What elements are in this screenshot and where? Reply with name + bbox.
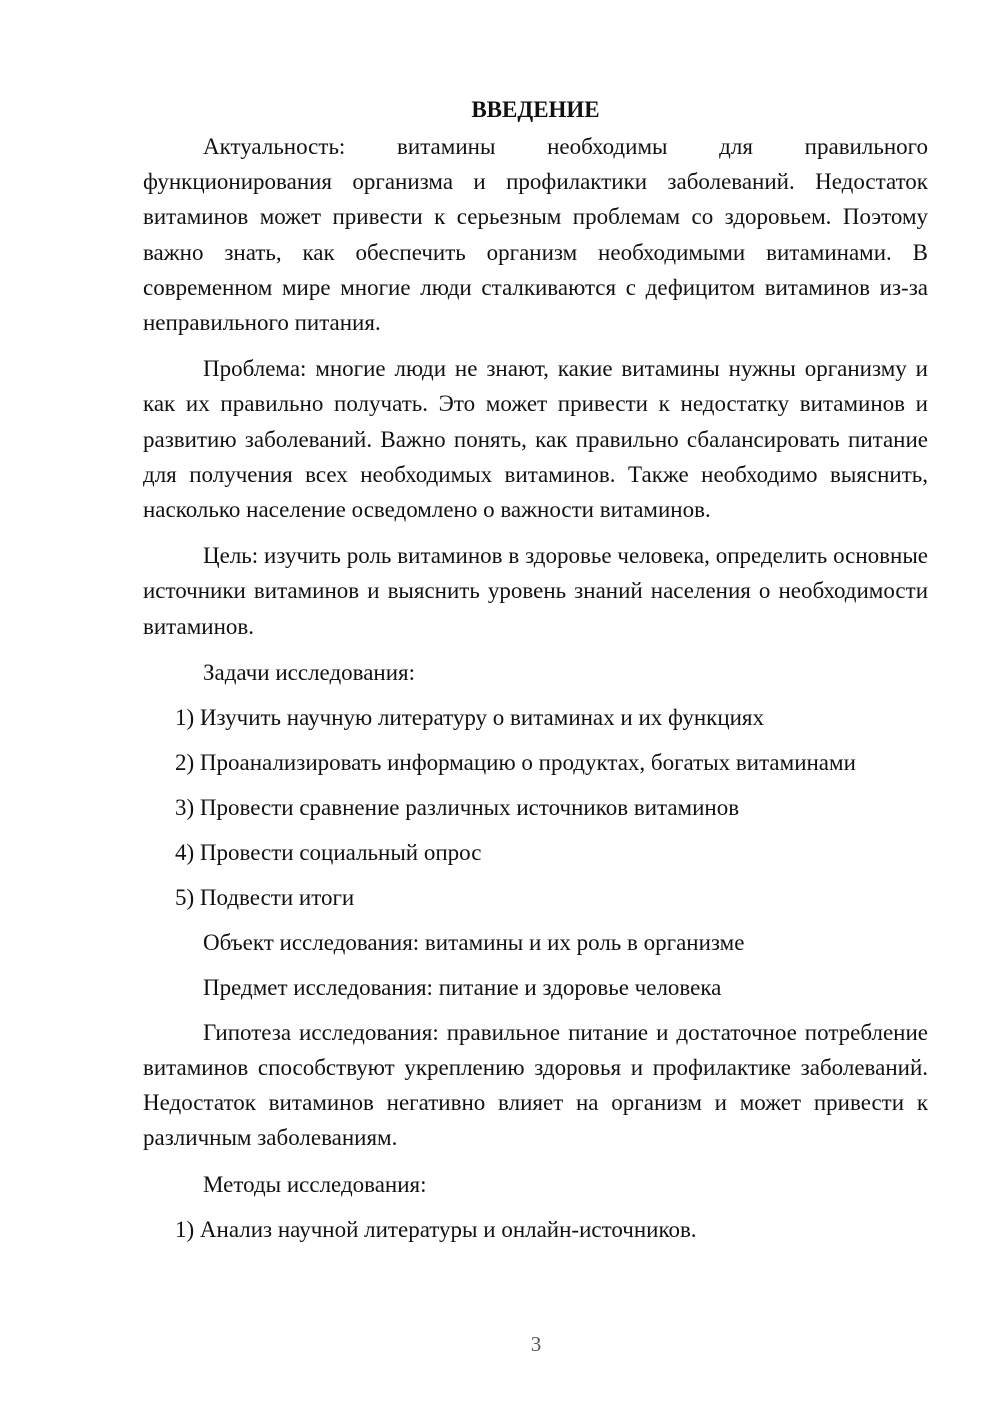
- task-item: 5) Подвести итоги: [175, 884, 355, 910]
- goal-paragraph: Цель: изучить роль витаминов в здоровье человека, определить основные источники витаминов и выяснить уровень знаний населения о необходимости витаминов.: [143, 543, 928, 639]
- relevance-paragraph: Актуальность: витамины необходимы для правильного функционирования организма и профилактики заболеваний. Недостаток витаминов может привести к серьезным проблемам со здоровьем. Поэтому важно знать, как обеспечить организм необходимыми витаминами. В современном мире многие люди сталкиваются с дефицитом витаминов из-за неправильного питания.: [143, 134, 928, 336]
- page-number: 3: [530, 1332, 542, 1356]
- research-object: Объект исследования: витамины и их роль в организме: [203, 929, 745, 955]
- task-item: 2) Проанализировать информацию о продуктах, богатых витаминами: [175, 749, 856, 775]
- task-item: 4) Провести социальный опрос: [175, 839, 482, 865]
- tasks-heading: Задачи исследования:: [203, 659, 416, 685]
- hypothesis-paragraph: Гипотеза исследования: правильное питание и достаточное потребление витаминов способствуют укреплению здоровья и профилактике заболеваний. Недостаток витаминов негативно влияет на организм и может привести к различным заболеваниям.: [143, 1019, 928, 1151]
- page-title: ВВЕДЕНИЕ: [471, 97, 600, 122]
- problem-paragraph: Проблема: многие люди не знают, какие витамины нужны организму и как их правильно получать. Это может привести к недостатку витаминов и развитию заболеваний. Важно понять, как правильно сбалансировать питание для получения всех необходимых витаминов. Также необходимо выяснить, насколько население осведомлено о важности витаминов.: [143, 356, 928, 523]
- methods-heading: Методы исследования:: [203, 1171, 427, 1197]
- task-item: 1) Изучить научную литературу о витаминах и их функциях: [175, 704, 765, 730]
- task-item: 3) Провести сравнение различных источников витаминов: [175, 794, 740, 820]
- page-content: [143, 92, 928, 1257]
- research-subject: Предмет исследования: питание и здоровье человека: [203, 974, 722, 1000]
- method-item: 1) Анализ научной литературы и онлайн-источников.: [175, 1216, 697, 1242]
